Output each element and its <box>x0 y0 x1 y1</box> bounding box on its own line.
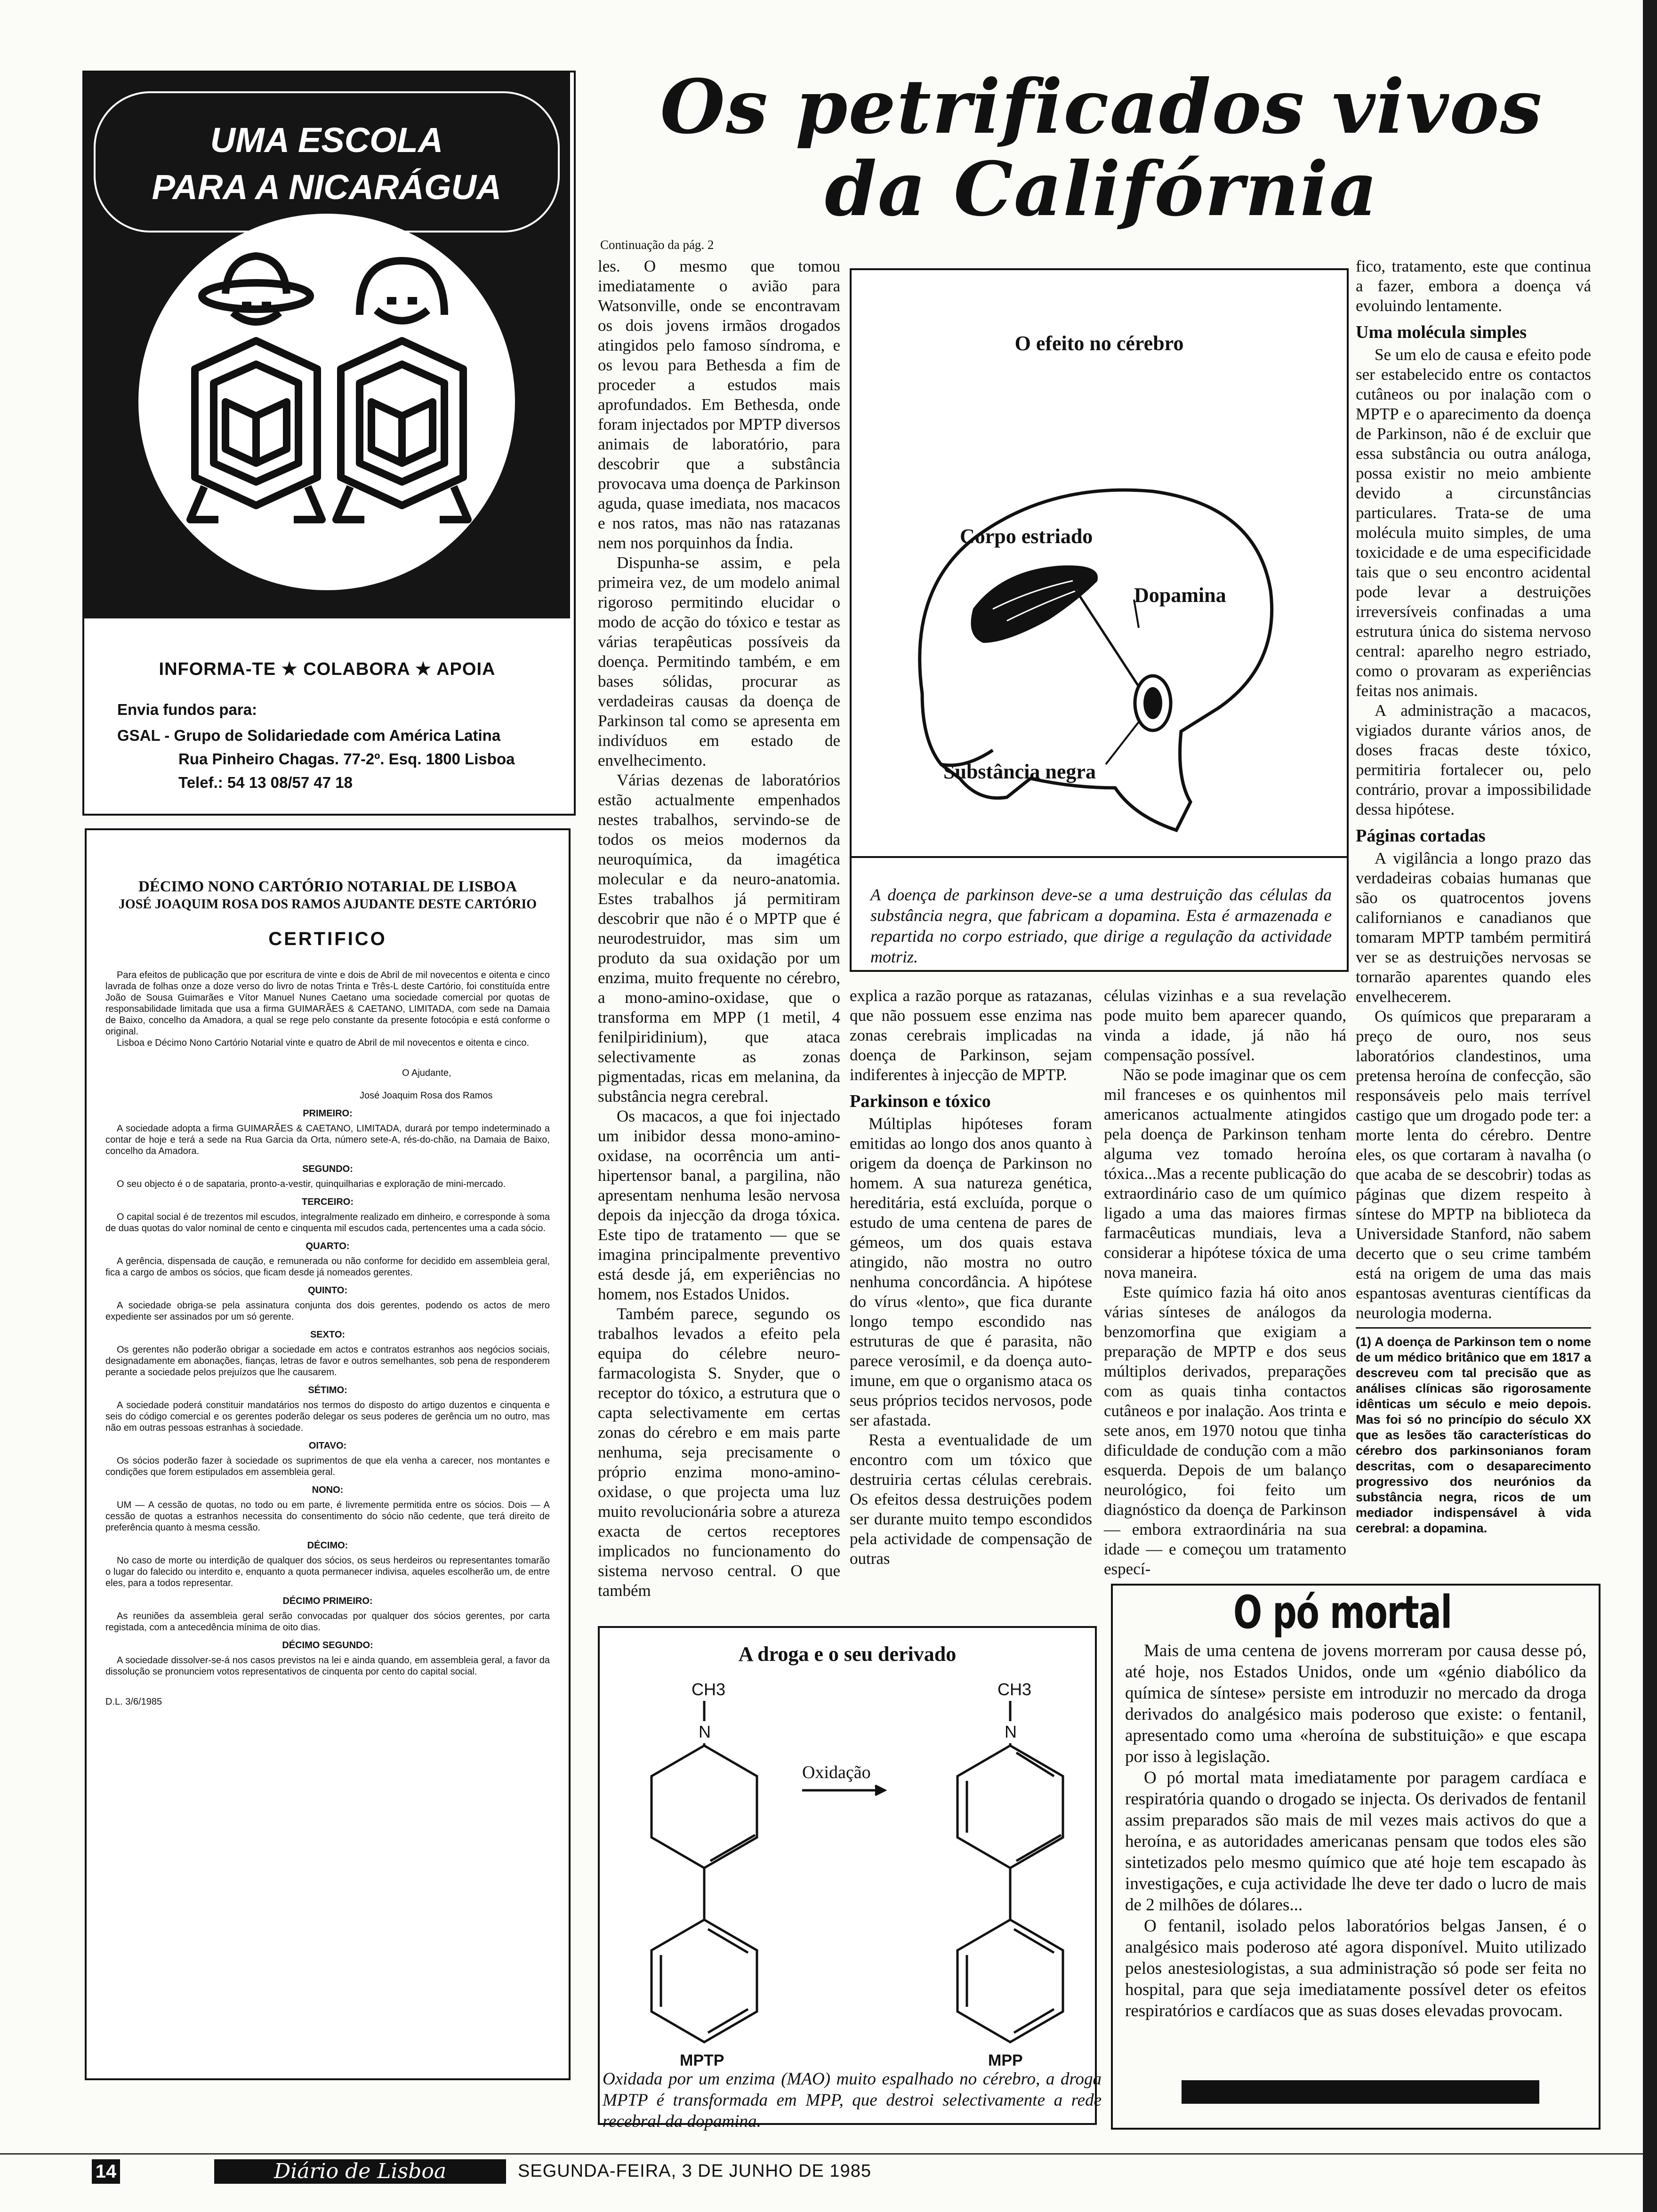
brain-diagram <box>852 364 1347 854</box>
footnote-rule <box>1356 1327 1591 1329</box>
clause-text: O capital social é de trezentos mil escudos, integralmente realizado em dinheiro, e corresponde à soma de duas quotas do valor nominal de cento e cinquenta mil escudos cada, pertencentes uma a cada sócio. <box>105 1212 550 1234</box>
footer <box>92 2159 1657 2188</box>
clause-text: Os gerentes não poderão obrigar a sociedade em actos e contratos estranhos aos negócios sociais, designadamente em abonações, fianças, letras de favor e outros semelhantes, sob pena de responderem perante a sociedade pelos prejuízos que lhe causarem. <box>105 1345 550 1378</box>
article-column-3 <box>1104 986 1346 1579</box>
notary-intro-1: Para efeitos de publicação que por escritura de vinte e dois de Abril de mil novecentos e oitenta e cinco lavrada de folhas onze a doze verso do livro de notas Trinta e Três-L deste Cartório, foi constituída entre João de Sousa Guimarães e Vítor Manuel Nunes Caetano uma sociedade comercial por quotas de responsabilidade limitada que usa a firma GUIMARÃES & CAETANO, LIMITADA, com sede na Damaia de Baixo, concelho da Amadora, a qual se rege pelo constante da presente fotocópia e está conforme o original. <box>105 970 550 1037</box>
continuation-note: Continuação da pág. 2 <box>600 238 714 252</box>
clause-text: Os sócios poderão fazer à sociedade os suprimentos de que ela venha a carecer, nos montantes e condições que forem estipulados em assembleia geral. <box>105 1456 550 1477</box>
po-mortal-body <box>1125 1640 1586 2021</box>
paragraph: les. O mesmo que tomou imediatamente o avião para Watsonville, onde se encontravam os dois jovens irmãos drogados atingidos pelo famoso síndroma, e os levou para Bethesda a fim de proceder a estudos mais aprofundados. Em Bethesda, onde foram injectados por MPTP diversos animais de laboratório, para descobrir que a substância provocava uma doença de Parkinson aguda, quase imediata, nos macacos e nos ratos, mas não nas ratazanas nem nos porquinhos da Índia. <box>598 257 840 552</box>
ad-circle <box>138 214 515 590</box>
clause-label: NONO: <box>312 1485 344 1495</box>
ad-banner <box>94 91 560 232</box>
paragraph: explica a razão porque as ratazanas, que não possuem esse enzima nas zonas cerebrais implicadas na doença de Parkinson, sejam indiferentes à injecção de MPTP. <box>850 986 1092 1084</box>
redaction-bar <box>1182 2080 1539 2104</box>
scan-edge <box>1643 0 1657 2212</box>
footnote: (1) A doença de Parkinson tem o nome de um médico britânico que em 1817 a descreveu com tal precisão que as análises clínicas são rigorosamente idênticas um século e meio depois. Mas foi só no princípio do século XX que as lesões tão características do cérebro dos parkinsonianos foram descritas, com o desaparecimento progressivo dos neurónios da substância negra, ricos de um mediador indispensável à vida cerebral: a dopamina. <box>1356 1335 1591 1535</box>
paragraph: Dispunha-se assim, e pela primeira vez, de um modelo animal rigoroso permitindo elucidar o modo de acção do tóxico e testar as várias terapêuticas possíveis da doença. Permitindo também, e em bases sólidas, procurar as verdadeiras causas da doença de Parkinson tal como se apresenta em indivíduos em estado de envelhecimento. <box>598 553 840 769</box>
clause-label: DÉCIMO: <box>307 1540 348 1551</box>
ch3-left: CH3 <box>692 1680 726 1699</box>
paragraph: A vigilância a longo prazo das verdadeiras cobaias humanas que são os quatrocentos jovens californianos e canadianos que tomaram MPTP também permitirá ver se as destruições nervosas se tornarão aparentes quando eles envelhecerem. <box>1356 849 1591 1006</box>
nicaragua-ad <box>82 71 576 816</box>
clause-label: PRIMEIRO: <box>303 1108 353 1119</box>
label-mptp: MPTP <box>680 2052 724 2069</box>
brain-figure-caption: A doença de parkinson deve-se a uma destruição das células da substância negra, que fabricam a dopamina. Esta é armazenada e repartida no corpo estriado, que dirige a regulação da actividade motriz. <box>870 885 1332 966</box>
paragraph: Também parece, segundo os trabalhos levados a efeito pela equipa do célebre neuro-farmacologista S. Snyder, que o receptor do tóxico, a estrutura que o capta selectivamente em certas zonas do cérebro e em mais parte nenhuma, seja precisamente o próprio enzima mono-amino-oxidase, o que projecta uma luz muito revolucionária sobre a atureza exacta de certos receptores implicados no funcionamento do sistema nervoso central. O que também <box>598 1305 840 1600</box>
paragraph: Este químico fazia há oito anos várias sínteses de análogos da benzomorfina que exigiam a preparação de MPTP e dos seus múltiplos derivados, preparações com as quais tinha contactos cutâneos e por inalação. Aos trinta e sete anos, em 1970 notou que tinha dificuldade de condução com a mão esquerda. Depois de um balanço neurológico, foi feito um diagnóstico da doença de Parkinson — embora extraordinária na sua idade — e começou um tratamento especí- <box>1104 1283 1346 1578</box>
ad-contact <box>84 618 570 816</box>
molecule-diagram <box>600 1628 1095 2123</box>
clause-text: A sociedade poderá constituir mandatários nos termos do disposto do artigo duzentos e cinquenta e seis do código comercial e os gerentes poderão delegar os seus poderes de gerência um no outro, mas não em outras pessoas estranhas à sociedade. <box>105 1400 550 1433</box>
article-column-2 <box>850 986 1092 1569</box>
clause-label: SEXTO: <box>310 1330 346 1340</box>
subheading-paginas-cortadas: Páginas cortadas <box>1356 826 1486 846</box>
reading-figures-icon <box>138 214 515 590</box>
clause-text: A gerência, dispensada de caução, e remunerada ou não conforme for decidido em assembleia geral, fica a cargo de ambos os sócios, que ficam desde já nomeados gerentes. <box>105 1256 550 1278</box>
n-right: N <box>1005 1722 1017 1741</box>
notary-ref: D.L. 3/6/1985 <box>105 1697 162 1707</box>
clause-text: A sociedade obriga-se pela assinatura conjunta dos dois gerentes, podendo os actos de mero expediente ser assinados por um só gerente. <box>105 1300 550 1322</box>
clause-label: SEGUNDO: <box>302 1164 353 1174</box>
paragraph: O fentanil, isolado pelos laboratórios belgas Jansen, é o analgésico mais poderoso até agora disponível. Muito utilizado pelos anestesiologistas, a sua administração só pode ser feita no hospital, para que seja imediatamente possível deter os efeitos respiratórios e cardíacos que as suas doses elevadas provocam. <box>1125 1916 1586 2020</box>
label-dopamina: Dopamina <box>1134 584 1226 607</box>
article-column-1 <box>598 256 840 1601</box>
notary-official: JOSÉ JOAQUIM ROSA DOS RAMOS AJUDANTE DESTE CARTÓRIO <box>118 897 537 912</box>
notary-office: DÉCIMO NONO CARTÓRIO NOTARIAL DE LISBOA <box>138 878 517 895</box>
clause-text: A sociedade adopta a firma GUIMARÃES & CAETANO, LIMITADA, durará por tempo indeterminado a contar de hoje e terá a sede na Rua Garcia da Orta, número sete-A, rés-do-chão, na Damaia de Baixo, concelho da Amadora. <box>105 1123 550 1156</box>
subheading-molecula-simples: Uma molécula simples <box>1356 322 1527 342</box>
subheading-parkinson-toxico: Parkinson e tóxico <box>850 1091 991 1111</box>
ad-address: Rua Pinheiro Chagas. 77-2º. Esq. 1800 Lisboa <box>178 750 515 768</box>
page-number: 14 <box>92 2159 120 2184</box>
label-corpo-estriado: Corpo estriado <box>960 525 1093 548</box>
paragraph: Os químicos que prepararam a preço de ouro, nos seus laboratórios clandestinos, uma pretensa heroína de confecção, são responsáveis pelo mais terrível castigo que um drogado pode ter: a morte lenta do cérebro. Dentre eles, os que cortaram à navalha (o que acaba de se descobrir) todas as páginas que dizem respeito à síntese do MPTP na biblioteca da Universidade Stanford, não sabem decerto que o seu crime também está na origem de uma das mais espantosas aventuras científicas da neurologia moderna. <box>1356 1007 1591 1322</box>
brain-figure-title: O efeito no cérebro <box>1014 332 1184 355</box>
arrow-label: Oxidação <box>802 1763 871 1782</box>
masthead-logo: Diário de Lisboa <box>214 2159 506 2184</box>
brain-figure <box>850 268 1349 972</box>
label-mpp: MPP <box>988 2052 1023 2069</box>
paragraph: A administração a macacos, vigiados durante vários anos, de doses fracas deste tóxico, permitiria fortalecer ou, pelo contrário, provar a impossibilidade dessa hipótese. <box>1356 701 1591 818</box>
paragraph: Múltiplas hipóteses foram emitidas ao longo dos anos quanto à origem da doença de Parkinson no homem. A sua natureza genética, hereditária, está excluída, porque o estudo de uma centena de pares de gémeos, um dos quais estava atingido, não mostra no outro nenhuma concordância. A hipótese do vírus «lento», que fica durante longo tempo escondido nas estruturas de que é parasita, não parece verosímil, e da doença auto-imune, em que o organismo ataca os seus próprios tecidos nervosos, pode ser afastada. <box>850 1114 1092 1429</box>
ad-graphic-panel <box>84 72 570 618</box>
figure-divider <box>852 856 1347 858</box>
drug-figure-caption: Oxidada por um enzima (MAO) muito espalhado no cérebro, a droga MPTP é transformada em MPP, que destroi selectivamente a rede recebral da dopamina. <box>603 2069 1102 2131</box>
paragraph: fico, tratamento, este que continua a fazer, embora a doença vá evoluindo lentamente. <box>1356 257 1591 315</box>
ad-banner-line1: UMA ESCOLA <box>210 120 443 160</box>
notary-signer-role: O Ajudante, <box>402 1068 451 1078</box>
article-column-4 <box>1356 256 1591 1323</box>
clause-text: O seu objecto é o de sapataria, pronto-a-vestir, quinquilharias e exploração de mini-mercado. <box>117 1179 506 1189</box>
paragraph: Não se pode imaginar que os cem mil franceses e os quinhentos mil americanos actualmente atingidos pela doença de Parkinson tenham alguma vez tomado heroína tóxica...Mas a recente publicação do extraordinário caso de um químico ligado a uma das maiores firmas farmacêuticas mundiais, leva a considerar a hipótese tóxica de uma nova maneira. <box>1104 1066 1346 1282</box>
clause-label: QUARTO: <box>306 1241 350 1251</box>
label-substancia-negra: Substância negra <box>943 760 1096 783</box>
clause-label: QUINTO: <box>307 1285 348 1296</box>
po-mortal-title: O pó mortal <box>1233 1586 1452 1639</box>
paragraph: Resta a eventualidade de um encontro com um tóxico que destruiria certas células cerebrais. Os efeitos dessa destruições podem ser durante muito tempo escondidos pela actividade de compensação de outras <box>850 1431 1092 1568</box>
n-left: N <box>699 1722 711 1741</box>
clause-label: DÉCIMO PRIMEIRO: <box>282 1596 373 1606</box>
headline-line2: da Califórnia <box>825 146 1378 233</box>
clause-text: No caso de morte ou interdição de qualquer dos sócios, os seus herdeiros ou representantes tomarão o lugar do falecido ou interdito e, enquanto a quota permanecer indivisa, aqueles escolherão um, de entre eles, para a todos representar. <box>105 1555 550 1588</box>
clause-label: OITAVO: <box>308 1441 347 1451</box>
notarial-notice <box>85 828 571 2080</box>
ad-banner-line2: PARA A NICARÁGUA <box>152 168 502 207</box>
headline <box>603 66 1601 231</box>
headline-line1: Os petrificados vivos <box>660 64 1543 151</box>
notary-title: CERTIFICO <box>268 929 387 949</box>
clause-text: UM — A cessão de quotas, no todo ou em parte, é livremente permitida entre os sócios. Dois — A cessão de quotas a estranhos necessita do consentimento do sócio não cedente, que terá direito de preferência quanto à mesma cessão. <box>105 1500 550 1533</box>
ad-send-funds: Envia fundos para: <box>117 701 257 718</box>
ad-phone: Telef.: 54 13 08/57 47 18 <box>178 774 353 791</box>
drug-figure <box>598 1626 1097 2125</box>
notary-signer-name: José Joaquim Rosa dos Ramos <box>360 1090 493 1101</box>
clause-label: DÉCIMO SEGUNDO: <box>282 1640 373 1651</box>
paragraph: Se um elo de causa e efeito pode ser estabelecido entre os contactos cutâneos ou por inalação com o MPTP e o aparecimento da doença de Parkinson, não é de excluir que essa substância ou outra análoga, possa existir no meio ambiente devido a circunstâncias particulares. Trata-se de uma molécula muito simples, de uma toxicidade e de uma especificidade tais que o seu encontro acidental pode levar a destruições irreversíveis confinadas a uma estrutura única do sistema nervoso central: aparelho negro estriado, como o provaram as experiências feitas nos animais. <box>1356 345 1591 700</box>
ch3-right: CH3 <box>997 1680 1032 1699</box>
ad-org: GSAL - Grupo de Solidariedade com América Latina <box>117 727 501 744</box>
drug-figure-title: A droga e o seu derivado <box>738 1643 957 1666</box>
ad-slogan: INFORMA-TE ★ COLABORA ★ APOIA <box>159 659 496 679</box>
issue-date: SEGUNDA-FEIRA, 3 DE JUNHO DE 1985 <box>518 2161 871 2181</box>
clause-label: TERCEIRO: <box>302 1197 354 1207</box>
paragraph: Várias dezenas de laboratórios estão actualmente empenhados nestes trabalhos, servindo-se de todos os meios modernos da neuroquímica, da imagética molecular e da neuro-anatomia. Estes trabalhos já permitiram descobrir que não é o MPTP que é neurodestruidor, mas sim um produto da sua oxidação por um enzima, muito frequente no cérebro, a mono-amino-oxidase, que o transforma em MPP (1 metil, 4 fenilpiridinium), que ataca selectivamente as zonas pigmentadas, ricas em melanina, da substância negra cerebral. <box>598 771 840 1106</box>
paragraph: células vizinhas e a sua revelação pode muito bem aparecer quando, vinda a idade, já não há compensação possível. <box>1104 986 1346 1064</box>
clause-text: As reuniões da assembleia geral serão convocadas por qualquer dos sócios gerentes, por carta registada, com a antecedência mínima de oito dias. <box>105 1611 550 1633</box>
paragraph: Os macacos, a que foi injectado um inibidor dessa mono-amino-oxidase, na ocorrência um anti-hipertensor banal, a pargilina, não apresentam nenhuma lesão nervosa depois da injecção da droga tóxica. Este tipo de tratamento — que se imagina principalmente preventivo está desde já, em experiências no homem, nos Estados Unidos. <box>598 1107 840 1303</box>
clause-text: A sociedade dissolver-se-á nos casos previstos na lei e ainda quando, em assembleia geral, a favor da dissolução se pronunciem votos representativos de cinquenta por cento do capital social. <box>105 1655 550 1677</box>
paragraph: O pó mortal mata imediatamente por paragem cardíaca e respiratória quando o drogado se injecta. Os derivados de fentanil assim preparados são mais de mil vezes mais activos do que a heroína, e as autoridades americanas pensam que todos eles são sintetizados pelo mesmo químico que até hoje tem escapado às investigações, e cuja actividade lhe deve ter dado o lucro de mais de 2 milhões de dólares... <box>1125 1768 1586 1915</box>
clause-label: SÉTIMO: <box>308 1385 347 1395</box>
paragraph: Mais de uma centena de jovens morreram por causa desse pó, até hoje, nos Estados Unidos, onde um «génio diabólico da química de síntese» persiste em introduzir no mercado da droga derivados do analgésico mais poderoso que existe: o fentanil, apresentado como uma «heroína de substituição» e que escapa por isso à legislação. <box>1125 1641 1586 1766</box>
footer-rule <box>0 2153 1657 2155</box>
notary-intro-2: Lisboa e Décimo Nono Cartório Notarial vinte e quatro de Abril de mil novecentos e oitenta e cinco. <box>117 1038 530 1048</box>
